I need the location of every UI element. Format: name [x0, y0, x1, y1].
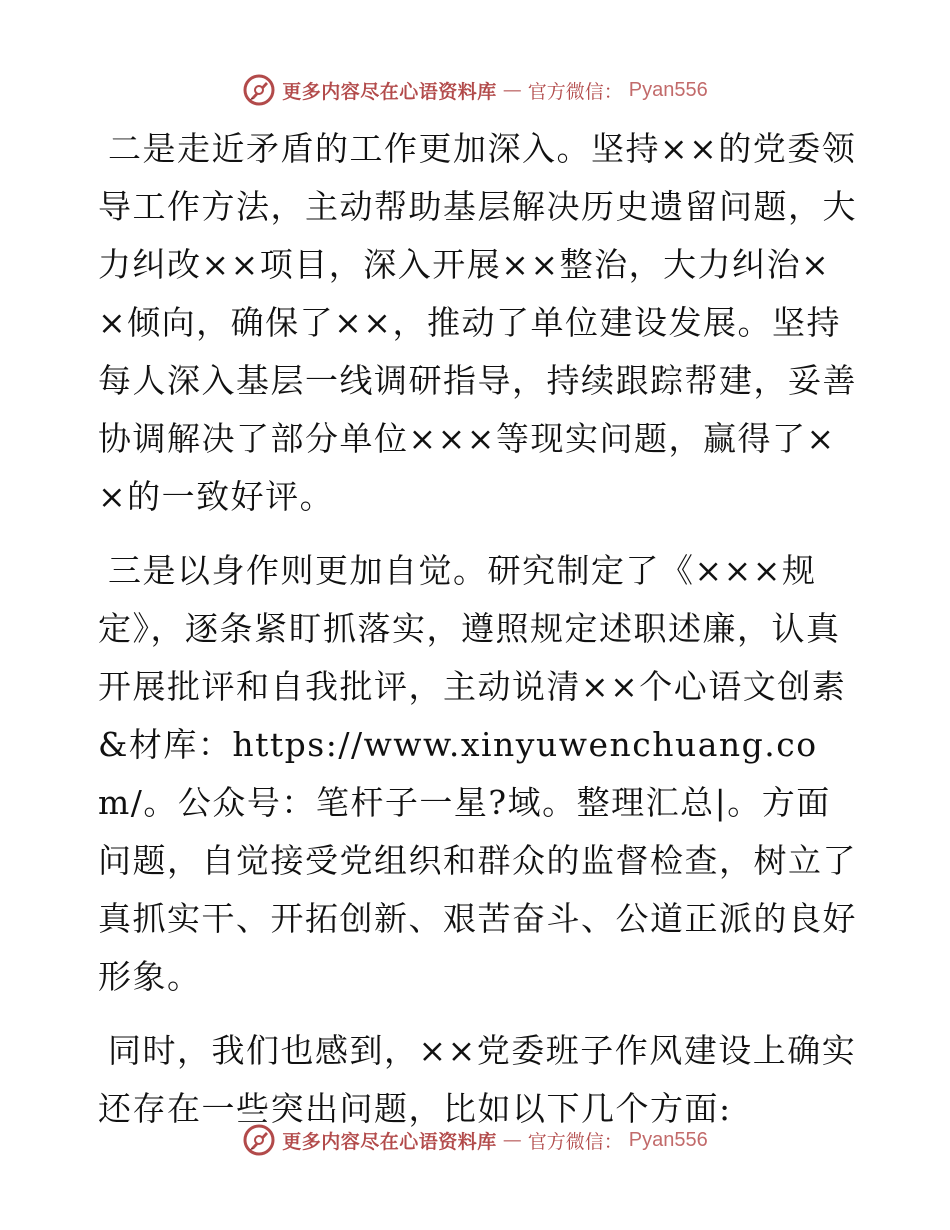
watermark-wechat-label: 官方微信： [527, 80, 623, 103]
watermark-wechat-id: Pyan556 [628, 78, 708, 101]
watermark-text: 更多内容尽在心语资料库 [282, 80, 497, 103]
document-body [98, 120, 858, 1154]
footer-watermark [0, 1120, 950, 1160]
watermark-separator: — [502, 1129, 522, 1151]
watermark-text: 更多内容尽在心语资料库 [282, 1130, 497, 1153]
paragraph-1: 二是走近矛盾的工作更加深入。坚持××的党委领导工作方法，主动帮助基层解决历史遗留问题，大力纠改××项目，深入开展××整治，大力纠治××倾向，确保了××，推动了单位建设发展。坚持每人深入基层一线调研指导，持续跟踪帮建，妥善协调解决了部分单位×××等现实问题，赢得了××的一致好评。 [98, 129, 857, 516]
paragraph-3: 同时，我们也感到，××党委班子作风建设上确实还存在一些突出问题，比如以下几个方面: [98, 1031, 857, 1128]
watermark-separator: — [502, 79, 522, 101]
paragraph-2: 三是以身作则更加自觉。研究制定了《×××规定》，逐条紧盯抓落实，遵照规定述职述廉，认真开展批评和自我批评，主动说清××个心语文创素&材库：https://www.xinyuwenchuang.com/。公众号：笔杆子一星?域。整理汇总|。方面问题，自觉接受党组织和群众的监督检查，树立了真抓实干、开拓创新、艰苦奋斗、公道正派的良好形象。 [98, 551, 857, 996]
header-watermark [0, 70, 950, 110]
watermark-wechat-id: Pyan556 [628, 1128, 708, 1151]
quill-seal-icon [242, 73, 276, 107]
quill-seal-icon [242, 1123, 276, 1157]
watermark-wechat-label: 官方微信： [527, 1130, 623, 1153]
